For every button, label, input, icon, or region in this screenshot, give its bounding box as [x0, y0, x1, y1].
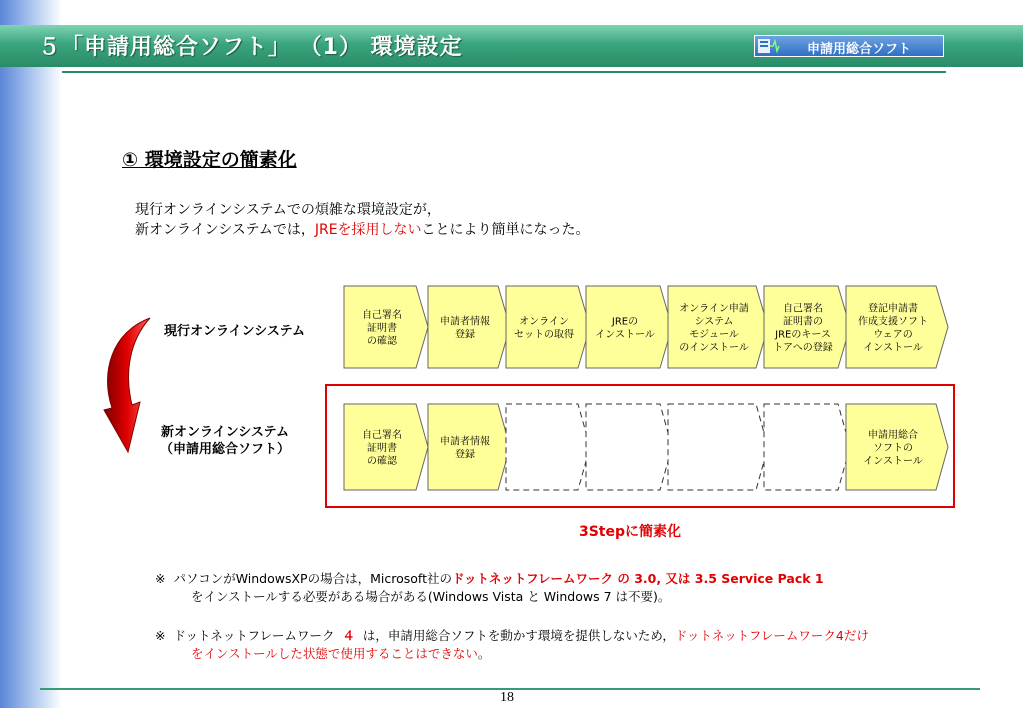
- section-heading: ① 環境設定の簡素化: [122, 149, 297, 171]
- intro-text-1: 現行オンラインシステムでの煩雑な環境設定が，: [135, 202, 441, 218]
- step-reduction-note: 3Stepに簡素化: [578, 524, 682, 540]
- current-system-step-5-text: オンライン申請: [679, 303, 749, 315]
- page-number: 18: [500, 690, 514, 705]
- note-2-number: ４: [342, 628, 355, 643]
- note-1: [155, 570, 824, 606]
- note-1-text: パソコンがWindowsXPの場合は，Microsoft社の: [173, 571, 452, 586]
- note-1-highlight: ドットネットフレームワーク の 3.0, 又は 3.5 Service Pack 1: [451, 571, 824, 586]
- new-system-step-7-text: インストール: [863, 456, 923, 467]
- new-system-step-4-removed: [586, 404, 672, 490]
- current-system-step-3-text: セットの取得: [514, 329, 574, 341]
- new-system-step-1-text: 自己署名: [362, 430, 402, 441]
- current-system-step-1-text: 自己署名: [362, 310, 402, 321]
- current-system-step-7-text: 登記申請書: [868, 303, 918, 315]
- note-2-line-1: [155, 627, 869, 645]
- new-system-step-6-removed: [764, 404, 850, 490]
- intro-highlight: JREを採用しない: [314, 222, 422, 238]
- new-system-step-7-text: 申請用総合: [868, 430, 918, 441]
- current-system-step-6-text: JREのキース: [775, 329, 831, 341]
- note-1-mark: ※: [155, 571, 166, 586]
- new-system-step-2-text: 申請者情報: [440, 436, 490, 448]
- current-system-label: 現行オンラインシステム: [164, 324, 305, 339]
- current-system-step-7-text: インストール: [863, 342, 923, 354]
- note-2-line-2: [155, 645, 869, 663]
- current-system-step-4-text: インストール: [595, 329, 655, 341]
- new-system-step-7-text: ソフトの: [873, 443, 913, 454]
- current-system-step-5-text: モジュール: [689, 329, 739, 341]
- intro-text-2a: 新オンラインシステムでは，: [135, 222, 315, 238]
- new-system-step-5-removed: [668, 404, 768, 490]
- new-system-label-line2: （申請用総合ソフト）: [160, 442, 291, 457]
- note-2-line-2-highlight: をインストールした状態で使用することはできない: [191, 646, 478, 661]
- current-system-step-2-text: 申請者情報: [440, 316, 490, 328]
- logo-text: 申請用総合ソフト: [807, 42, 912, 57]
- current-system-step-7-text: 作成支援ソフト: [858, 316, 928, 328]
- note-1-line-2: をインストールする必要がある場合がある(Windows Vista と Windows 7 は不要)。: [191, 589, 671, 604]
- current-system-step-5-text: システム: [694, 316, 734, 328]
- current-system-step-1-text: 証明書: [367, 323, 397, 334]
- current-system-step-5-text: のインストール: [679, 342, 749, 354]
- current-system-step-1-text: の確認: [367, 336, 397, 347]
- current-system-step-6-text: 証明書の: [783, 316, 823, 328]
- current-system-step-3-text: オンライン: [519, 316, 569, 328]
- new-system-label-line1: 新オンラインシステム: [161, 425, 289, 440]
- current-system-step-6-text: トアへの登録: [773, 342, 833, 354]
- new-system-step-1-text: の確認: [367, 456, 397, 467]
- note-2-mark: ※: [155, 628, 166, 643]
- note-2-text-a: ドットネットフレームワーク: [173, 628, 335, 643]
- current-system-step-4-text: JREの: [611, 316, 639, 328]
- current-system-step-7-text: ウェアの: [873, 329, 913, 341]
- note-2-line-2-end: 。: [477, 646, 491, 661]
- intro-text-2b: ことにより簡単になった。: [421, 222, 590, 238]
- new-system-step-2-text: 登録: [455, 449, 475, 461]
- new-system-step-3-removed: [506, 404, 590, 490]
- note-2: [155, 627, 869, 663]
- page-title: ５「申請用総合ソフト」 （1） 環境設定: [38, 35, 463, 60]
- note-1-line-1: [155, 570, 824, 588]
- new-system-step-1-text: 証明書: [367, 443, 397, 454]
- current-system-step-2-text: 登録: [455, 329, 475, 341]
- transition-arrow-icon: [104, 318, 150, 452]
- current-system-step-6-text: 自己署名: [783, 303, 823, 315]
- note-2-text-b: は，申請用総合ソフトを動かす環境を提供しないため，: [362, 628, 675, 643]
- note-2-highlight: ドットネットフレームワーク4だけ: [674, 628, 869, 643]
